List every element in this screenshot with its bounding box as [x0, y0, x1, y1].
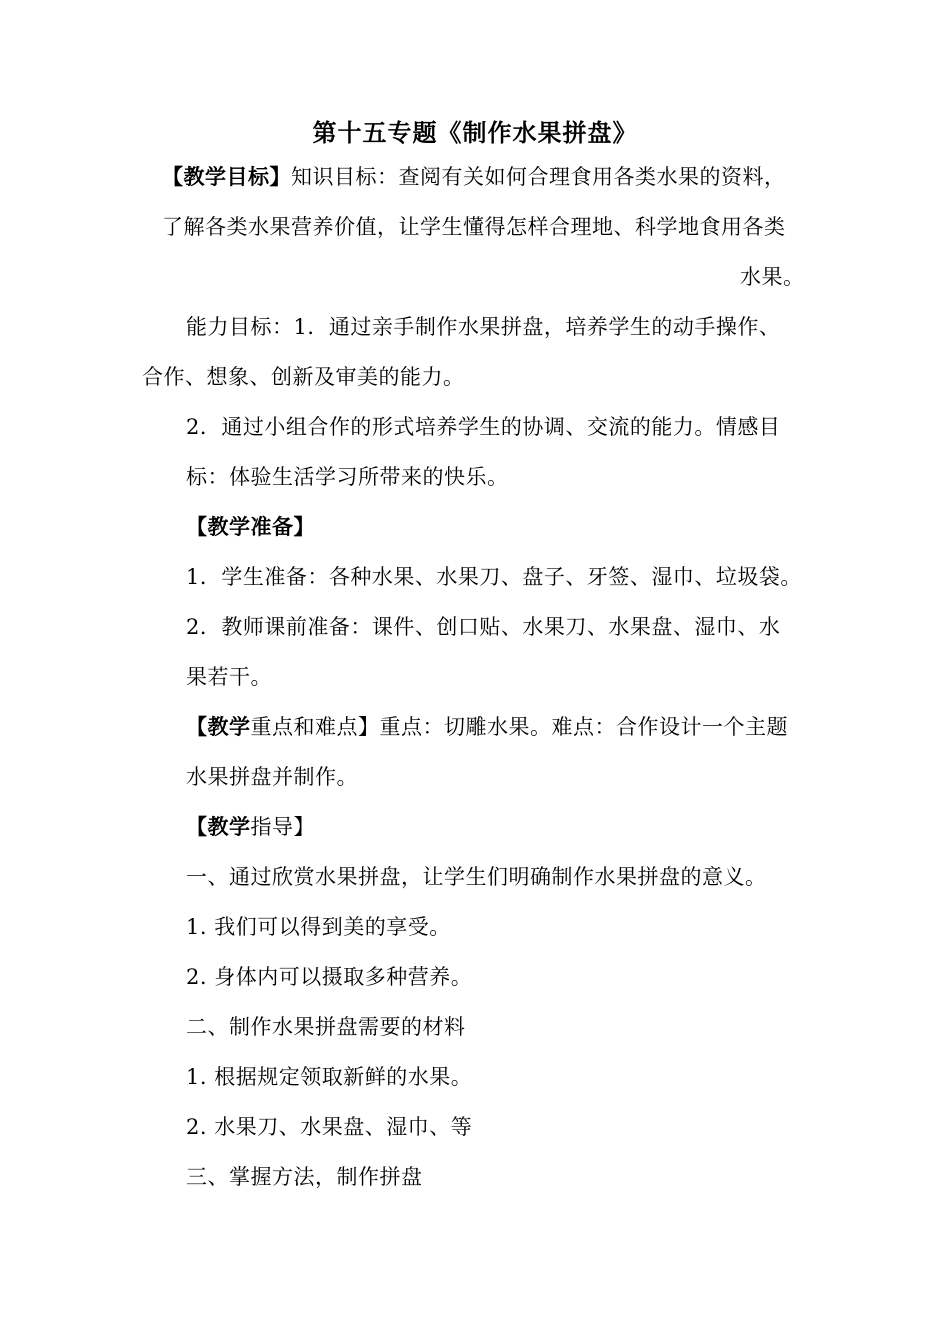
key-points-line-1 [186, 712, 788, 742]
guidance-line-7: 三、掌握方法，制作拼盘 [186, 1165, 423, 1189]
knowledge-text-3: 水果。 [740, 265, 805, 289]
guidance-line-4: 二、制作水果拼盘需要的材料 [186, 1015, 466, 1039]
key-points-text-2: 水果拼盘并制作。 [186, 765, 358, 789]
guidance-line-6: 2. 水果刀、水果盘、湿巾、等 [186, 1115, 473, 1139]
guidance-line-1: 一、通过欣赏水果拼盘，让学生们明确制作水果拼盘的意义。 [186, 865, 767, 889]
guidance-line-3: 2. 身体内可以摄取多种营养。 [186, 965, 473, 989]
guidance-line-5: 1. 根据规定领取新鲜的水果。 [186, 1065, 473, 1089]
preparation-item-2: 2．教师课前准备：课件、创口贴、水果刀、水果盘、湿巾、水 [186, 615, 781, 639]
objectives-line-1 [162, 162, 786, 192]
page-title: 第十五专题《制作水果拼盘》 [312, 119, 638, 147]
key-points-text-1: 重点：切雕水果。难点：合作设计一个主题 [379, 715, 788, 739]
ability-text-2: 合作、想象、创新及审美的能力。 [142, 365, 465, 389]
guidance-heading-rest: 指导】 [250, 815, 315, 839]
key-points-heading-bold: 【教学 [186, 715, 251, 739]
preparation-item-1: 1．学生准备：各种水果、水果刀、盘子、牙签、湿巾、垃圾袋。 [186, 565, 802, 589]
preparation-heading: 【教学准备】 [186, 515, 315, 539]
guidance-line-2: 1. 我们可以得到美的享受。 [186, 915, 451, 939]
ability-text-4: 标：体验生活学习所带来的快乐。 [186, 465, 509, 489]
guidance-heading-bold: 【教学 [186, 815, 251, 839]
knowledge-text-1: 知识目标：查阅有关如何合理食用各类水果的资料， [291, 165, 786, 189]
guidance-heading [186, 812, 315, 842]
ability-text-1: 能力目标：1．通过亲手制作水果拼盘，培养学生的动手操作、 [186, 315, 781, 339]
objectives-heading: 【教学目标】 [162, 165, 291, 189]
key-points-heading-rest: 重点和难点】 [250, 715, 380, 739]
preparation-item-2-cont: 果若干。 [186, 665, 272, 689]
knowledge-text-2: 了解各类水果营养价值，让学生懂得怎样合理地、科学地食用各类 [162, 215, 786, 239]
ability-text-3: 2．通过小组合作的形式培养学生的协调、交流的能力。情感目 [186, 415, 781, 439]
